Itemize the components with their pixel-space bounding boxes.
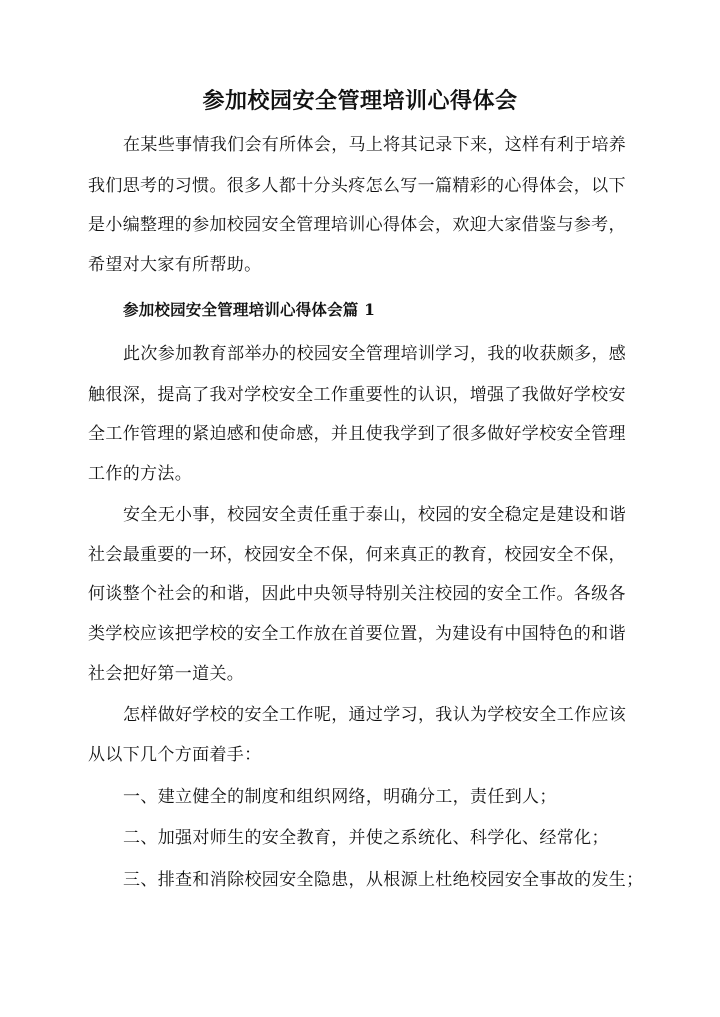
intro-line-2: 我们思考的习惯。很多人都十分头疼怎么写一篇精彩的心得体会，以下	[88, 176, 626, 196]
para2-line-5: 社会把好第一道关。	[88, 664, 245, 684]
intro-line-3: 是小编整理的参加校园安全管理培训心得体会，欢迎大家借鉴与参考，	[88, 215, 626, 235]
intro-line-1: 在某些事情我们会有所体会，马上将其记录下来，这样有利于培养	[123, 135, 627, 155]
para2-line-1: 安全无小事，校园安全责任重于泰山，校园的安全稳定是建设和谐	[123, 505, 627, 525]
para2-line-2: 社会最重要的一环，校园安全不保，何来真正的教育，校园安全不保，	[88, 545, 626, 565]
intro-line-4: 希望对大家有所帮助。	[88, 255, 262, 275]
para3-line-2: 从以下几个方面着手：	[88, 745, 262, 765]
list-item-2: 二、加强对师生的安全教育，并使之系统化、科学化、经常化；	[123, 828, 609, 848]
list-item-3: 三、排查和消除校园安全隐患，从根源上杜绝校园安全事故的发生；	[123, 870, 644, 890]
para1-line-4: 工作的方法。	[88, 464, 193, 484]
para1-line-2: 触很深，提高了我对学校安全工作重要性的认识，增强了我做好学校安	[88, 385, 626, 405]
para2-line-3: 何谈整个社会的和谐，因此中央领导特别关注校园的安全工作。各级各	[88, 584, 626, 604]
section-heading: 参加校园安全管理培训心得体会篇 1	[123, 300, 376, 319]
list-item-1: 一、建立健全的制度和组织网络，明确分工，责任到人；	[123, 787, 557, 807]
document-title: 参加校园安全管理培训心得体会	[202, 88, 518, 114]
para2-line-4: 类学校应该把学校的安全工作放在首要位置，为建设有中国特色的和谐	[88, 624, 626, 644]
para3-line-1: 怎样做好学校的安全工作呢，通过学习，我认为学校安全工作应该	[123, 705, 627, 725]
para1-line-3: 全工作管理的紧迫感和使命感，并且使我学到了很多做好学校安全管理	[88, 424, 626, 444]
para1-line-1: 此次参加教育部举办的校园安全管理培训学习，我的收获颇多，感	[123, 344, 627, 364]
